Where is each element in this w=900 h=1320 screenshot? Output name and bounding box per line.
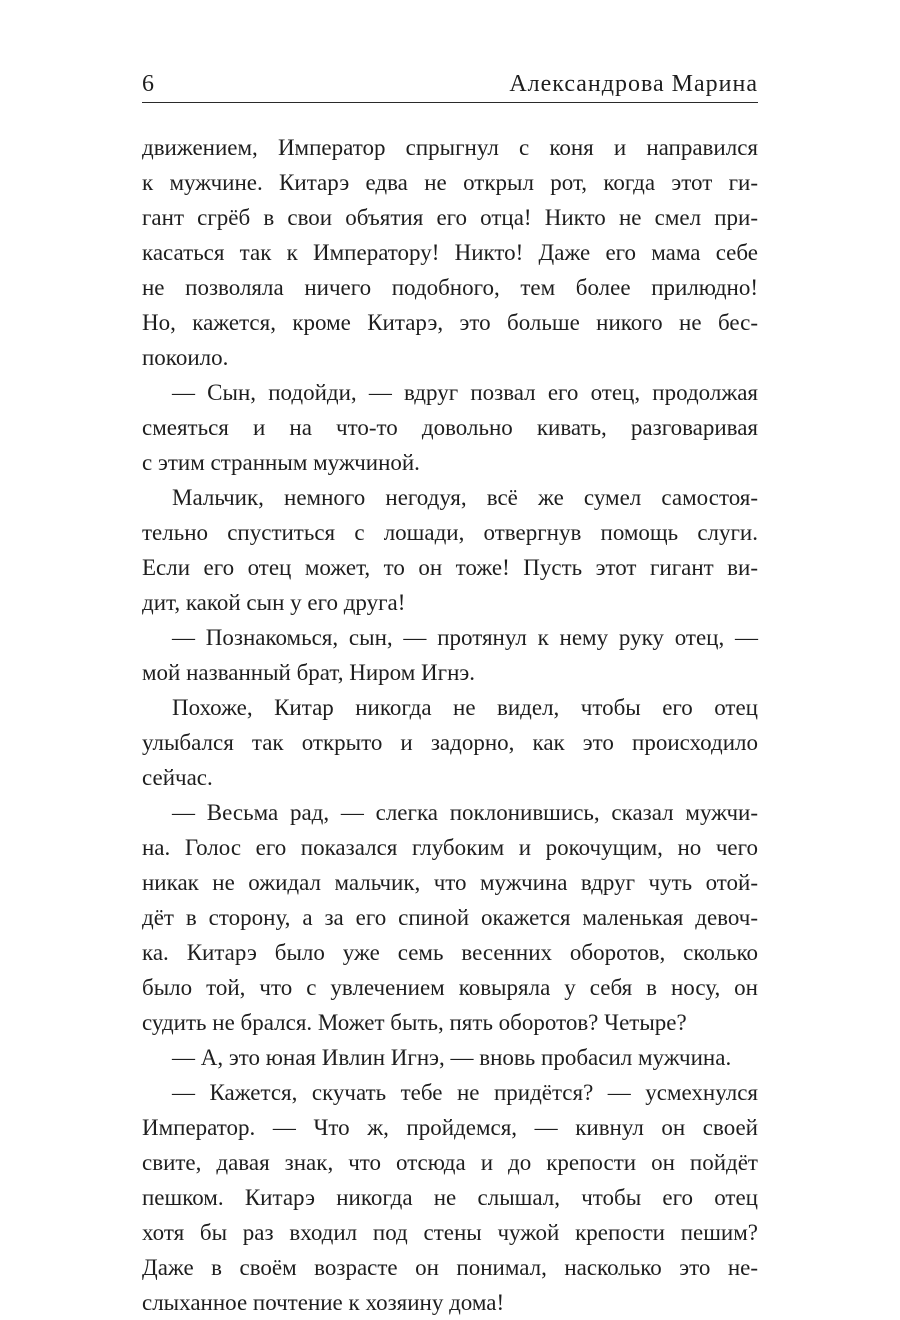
text-line: покоило. <box>142 345 229 370</box>
author-name: Александрова Марина <box>509 71 758 97</box>
text-line: пешком. Китарэ никогда не слышал, чтобы его отец <box>142 1185 758 1210</box>
text-line: с этим странным мужчиной. <box>142 450 420 475</box>
text-line: не позволяла ничего подобного, тем более прилюдно! <box>142 275 758 300</box>
text-line: — Кажется, скучать тебе не придётся? — усмехнулся <box>172 1080 758 1105</box>
text-line: к мужчине. Китарэ едва не открыл рот, когда этот ги- <box>142 170 758 195</box>
text-line: Император. — Что ж, пройдемся, — кивнул он своей <box>142 1115 758 1140</box>
text-line: гант сгрёб в свои объятия его отца! Никто не смел при- <box>142 205 758 230</box>
text-line: улыбался так открыто и задорно, как это происходило <box>142 730 758 755</box>
text-line: было той, что с увлечением ковыряла у себя в носу, он <box>142 975 758 1000</box>
text-line: судить не брался. Может быть, пять оборотов? Четыре? <box>142 1010 687 1035</box>
text-line: — Познакомься, сын, — протянул к нему руку отец, — <box>172 625 758 650</box>
text-line: — Весьма рад, — слегка поклонившись, сказал мужчи- <box>172 800 758 825</box>
text-line: дит, какой сын у его друга! <box>142 590 406 615</box>
text-line: мой названный брат, Ниром Игнэ. <box>142 660 476 685</box>
text-line: — А, это юная Ивлин Игнэ, — вновь пробасил мужчина. <box>172 1045 732 1070</box>
text-line: Даже в своём возрасте он понимал, насколько это не- <box>142 1255 758 1280</box>
text-line: на. Голос его показался глубоким и рокочущим, но чего <box>142 835 758 860</box>
text-line: хотя бы раз входил под стены чужой крепости пешим? <box>142 1220 758 1245</box>
text-line: касаться так к Императору! Никто! Даже его мама себе <box>142 240 758 265</box>
text-line: движением, Император спрыгнул с коня и направился <box>142 135 758 160</box>
text-line: Но, кажется, кроме Китарэ, это больше никого не бес- <box>142 310 758 335</box>
text-line: — Сын, подойди, — вдруг позвал его отец, продолжая <box>172 380 758 405</box>
page-number: 6 <box>142 71 154 97</box>
running-head <box>142 68 758 103</box>
text-line: ка. Китарэ было уже семь весенних оборотов, сколько <box>142 940 758 965</box>
body-text <box>142 130 758 1320</box>
text-line: слыханное почтение к хозяину дома! <box>142 1290 505 1315</box>
text-line: смеяться и на что-то довольно кивать, разговаривая <box>142 415 758 440</box>
text-line: дёт в сторону, а за его спиной окажется маленькая девоч- <box>142 905 758 930</box>
text-line: Похоже, Китар никогда не видел, чтобы его отец <box>172 695 758 720</box>
text-line: Если его отец может, то он тоже! Пусть этот гигант ви- <box>142 555 758 580</box>
text-line: Мальчик, немного негодуя, всё же сумел самостоя- <box>172 485 758 510</box>
text-line: тельно спуститься с лошади, отвергнув помощь слуги. <box>142 520 758 545</box>
text-line: сейчас. <box>142 765 213 790</box>
text-line: никак не ожидал мальчик, что мужчина вдруг чуть отой- <box>142 870 758 895</box>
text-line: свите, давая знак, что отсюда и до крепости он пойдёт <box>142 1150 758 1175</box>
